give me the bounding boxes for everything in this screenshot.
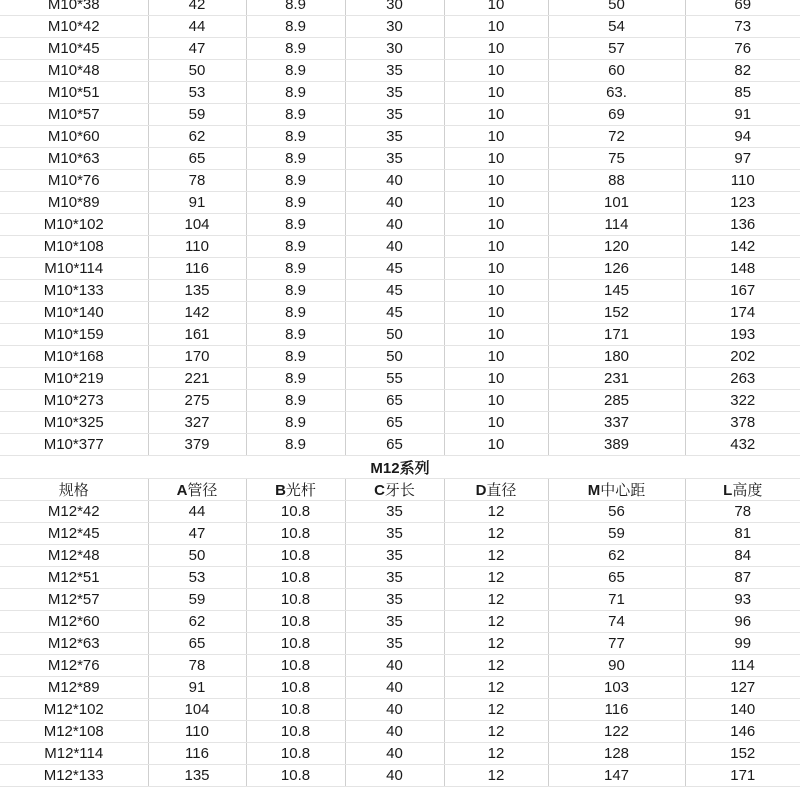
table-cell: M10*273 — [0, 390, 148, 412]
table-cell: 10 — [444, 38, 548, 60]
table-cell: M12*76 — [0, 655, 148, 677]
table-cell: 193 — [685, 324, 800, 346]
table-cell: 90 — [548, 655, 685, 677]
table-cell: 10 — [444, 16, 548, 38]
m10-table-row — [0, 214, 800, 236]
table-cell: 12 — [444, 523, 548, 545]
table-cell: M12*60 — [0, 611, 148, 633]
table-cell: 59 — [148, 104, 246, 126]
table-cell: 97 — [685, 148, 800, 170]
table-cell: 110 — [148, 236, 246, 258]
table-cell: M12*108 — [0, 721, 148, 743]
column-header-text: 管径 — [187, 482, 218, 499]
column-header-text: 直径 — [486, 482, 517, 499]
table-cell: M10*38 — [0, 0, 148, 16]
table-cell: M12*57 — [0, 589, 148, 611]
table-cell: 54 — [548, 16, 685, 38]
table-cell: M12*89 — [0, 677, 148, 699]
m10-table-row — [0, 104, 800, 126]
table-cell: 78 — [685, 501, 800, 523]
table-cell: 114 — [548, 214, 685, 236]
table-cell: 167 — [685, 280, 800, 302]
table-cell: 174 — [685, 302, 800, 324]
table-cell: 110 — [685, 170, 800, 192]
table-cell: M10*108 — [0, 236, 148, 258]
table-cell: 96 — [685, 611, 800, 633]
table-cell: 45 — [345, 280, 444, 302]
m12-table-row — [0, 699, 800, 721]
table-cell: 120 — [548, 236, 685, 258]
m10-table-row — [0, 60, 800, 82]
table-cell: 12 — [444, 589, 548, 611]
table-cell: 12 — [444, 699, 548, 721]
table-cell: 10.8 — [246, 721, 345, 743]
table-cell: 379 — [148, 434, 246, 456]
m12-table-row — [0, 721, 800, 743]
table-cell: 77 — [548, 633, 685, 655]
m10-table-row — [0, 346, 800, 368]
table-cell: 44 — [148, 501, 246, 523]
table-cell: 122 — [548, 721, 685, 743]
table-cell: 378 — [685, 412, 800, 434]
table-cell: 8.9 — [246, 412, 345, 434]
m10-table-row — [0, 192, 800, 214]
m12-header-row — [0, 479, 800, 501]
table-cell: 93 — [685, 589, 800, 611]
table-cell: 59 — [148, 589, 246, 611]
table-cell: 136 — [685, 214, 800, 236]
table-cell: 10 — [444, 214, 548, 236]
table-cell: 8.9 — [246, 192, 345, 214]
table-cell: 65 — [345, 434, 444, 456]
table-cell: 50 — [548, 0, 685, 16]
column-header-text: 中心距 — [600, 482, 646, 499]
table-cell: M10*45 — [0, 38, 148, 60]
column-header — [444, 479, 548, 501]
m12-spec-table — [0, 457, 800, 787]
m10-table-row — [0, 368, 800, 390]
table-cell: 110 — [148, 721, 246, 743]
table-cell: 285 — [548, 390, 685, 412]
table-cell: 10 — [444, 148, 548, 170]
table-cell: 40 — [345, 721, 444, 743]
table-cell: 101 — [548, 192, 685, 214]
m10-table-row — [0, 16, 800, 38]
m12-table-row — [0, 633, 800, 655]
table-cell: 8.9 — [246, 302, 345, 324]
column-header — [548, 479, 685, 501]
table-cell: 327 — [148, 412, 246, 434]
table-cell: 82 — [685, 60, 800, 82]
table-cell: 10 — [444, 0, 548, 16]
table-cell: M10*168 — [0, 346, 148, 368]
m12-series-title: M12系列 — [0, 457, 800, 479]
table-cell: 10 — [444, 82, 548, 104]
table-cell: M12*133 — [0, 765, 148, 787]
table-cell: 42 — [148, 0, 246, 16]
m10-table-row — [0, 38, 800, 60]
table-cell: M12*114 — [0, 743, 148, 765]
table-cell: M10*51 — [0, 82, 148, 104]
table-cell: 8.9 — [246, 236, 345, 258]
table-cell: 35 — [345, 589, 444, 611]
m10-table-row — [0, 412, 800, 434]
m12-table-row — [0, 611, 800, 633]
table-cell: 50 — [345, 346, 444, 368]
table-cell: 72 — [548, 126, 685, 148]
table-cell: M10*76 — [0, 170, 148, 192]
table-cell: 12 — [444, 765, 548, 787]
table-cell: 35 — [345, 60, 444, 82]
table-cell: 12 — [444, 655, 548, 677]
table-cell: 62 — [148, 611, 246, 633]
table-cell: 94 — [685, 126, 800, 148]
table-cell: 30 — [345, 38, 444, 60]
table-cell: 35 — [345, 501, 444, 523]
m10-table-row — [0, 126, 800, 148]
table-cell: 57 — [548, 38, 685, 60]
table-cell: 40 — [345, 192, 444, 214]
m12-table-row — [0, 743, 800, 765]
table-cell: 135 — [148, 280, 246, 302]
table-cell: 40 — [345, 743, 444, 765]
table-cell: 116 — [148, 743, 246, 765]
table-cell: 10.8 — [246, 501, 345, 523]
m12-table-body — [0, 501, 800, 787]
table-cell: 35 — [345, 611, 444, 633]
table-cell: 56 — [548, 501, 685, 523]
table-cell: M10*133 — [0, 280, 148, 302]
table-cell: 8.9 — [246, 104, 345, 126]
table-cell: 10 — [444, 236, 548, 258]
m12-table-row — [0, 523, 800, 545]
table-cell: 142 — [685, 236, 800, 258]
table-cell: 171 — [685, 765, 800, 787]
table-cell: M10*48 — [0, 60, 148, 82]
table-cell: 91 — [685, 104, 800, 126]
table-cell: 35 — [345, 567, 444, 589]
m10-table-row — [0, 258, 800, 280]
m10-table-row — [0, 390, 800, 412]
table-cell: 12 — [444, 567, 548, 589]
table-cell: 8.9 — [246, 324, 345, 346]
table-cell: 152 — [548, 302, 685, 324]
table-cell: 12 — [444, 545, 548, 567]
table-cell: 147 — [548, 765, 685, 787]
table-cell: 104 — [148, 699, 246, 721]
table-cell: 432 — [685, 434, 800, 456]
table-cell: 55 — [345, 368, 444, 390]
table-cell: 45 — [345, 302, 444, 324]
table-cell: 71 — [548, 589, 685, 611]
table-cell: 35 — [345, 633, 444, 655]
table-cell: 202 — [685, 346, 800, 368]
table-cell: 10 — [444, 280, 548, 302]
table-cell: 35 — [345, 523, 444, 545]
m12-table-row — [0, 501, 800, 523]
table-cell: 148 — [685, 258, 800, 280]
table-cell: 69 — [548, 104, 685, 126]
column-header-text: 规格 — [58, 482, 89, 499]
table-cell: M10*89 — [0, 192, 148, 214]
table-cell: 69 — [685, 0, 800, 16]
table-cell: 12 — [444, 501, 548, 523]
m10-table-row — [0, 302, 800, 324]
table-cell: 10 — [444, 170, 548, 192]
table-cell: 75 — [548, 148, 685, 170]
table-cell: 30 — [345, 0, 444, 16]
table-cell: 44 — [148, 16, 246, 38]
table-cell: 152 — [685, 743, 800, 765]
table-cell: 127 — [685, 677, 800, 699]
table-cell: 35 — [345, 148, 444, 170]
table-cell: 88 — [548, 170, 685, 192]
column-header — [246, 479, 345, 501]
table-cell: 40 — [345, 655, 444, 677]
column-header-letter: D — [475, 482, 487, 499]
m10-table-row — [0, 0, 800, 16]
table-cell: 10 — [444, 192, 548, 214]
table-cell: 76 — [685, 38, 800, 60]
table-cell: 65 — [148, 148, 246, 170]
table-cell: 53 — [148, 567, 246, 589]
table-cell: 12 — [444, 743, 548, 765]
table-cell: 8.9 — [246, 82, 345, 104]
table-cell: 47 — [148, 38, 246, 60]
table-cell: 10 — [444, 390, 548, 412]
table-cell: 135 — [148, 765, 246, 787]
table-cell: 10 — [444, 104, 548, 126]
table-cell: 8.9 — [246, 148, 345, 170]
table-cell: 10 — [444, 60, 548, 82]
table-cell: 65 — [345, 390, 444, 412]
table-cell: 65 — [548, 567, 685, 589]
table-cell: M10*60 — [0, 126, 148, 148]
table-cell: 10 — [444, 324, 548, 346]
table-cell: 8.9 — [246, 0, 345, 16]
column-header-text: 牙长 — [384, 482, 415, 499]
m10-table-row — [0, 148, 800, 170]
table-cell: M12*51 — [0, 567, 148, 589]
m12-table-row — [0, 545, 800, 567]
table-cell: M10*159 — [0, 324, 148, 346]
table-cell: 40 — [345, 677, 444, 699]
table-cell: 104 — [148, 214, 246, 236]
m10-table-row — [0, 434, 800, 456]
table-cell: 8.9 — [246, 280, 345, 302]
table-cell: 50 — [148, 60, 246, 82]
column-header-text: 高度 — [732, 482, 763, 499]
table-cell: 12 — [444, 721, 548, 743]
m10-table-row — [0, 236, 800, 258]
table-cell: 337 — [548, 412, 685, 434]
table-cell: 275 — [148, 390, 246, 412]
table-cell: 40 — [345, 699, 444, 721]
table-cell: 171 — [548, 324, 685, 346]
m12-table-row — [0, 677, 800, 699]
table-cell: 10.8 — [246, 677, 345, 699]
table-cell: M10*219 — [0, 368, 148, 390]
m10-table-row — [0, 280, 800, 302]
table-cell: 10.8 — [246, 699, 345, 721]
table-cell: 10 — [444, 258, 548, 280]
column-header — [345, 479, 444, 501]
table-cell: 40 — [345, 765, 444, 787]
column-header-letter: B — [275, 482, 286, 499]
table-cell: 10.8 — [246, 567, 345, 589]
m10-table-row — [0, 170, 800, 192]
table-cell: 10 — [444, 126, 548, 148]
table-cell: 45 — [345, 258, 444, 280]
table-cell: 116 — [548, 699, 685, 721]
table-cell: M12*42 — [0, 501, 148, 523]
table-cell: 87 — [685, 567, 800, 589]
table-cell: 8.9 — [246, 434, 345, 456]
table-cell: 12 — [444, 677, 548, 699]
table-cell: 10 — [444, 368, 548, 390]
table-cell: 140 — [685, 699, 800, 721]
column-header — [0, 479, 148, 501]
table-cell: 180 — [548, 346, 685, 368]
m10-table-row — [0, 324, 800, 346]
table-cell: 8.9 — [246, 390, 345, 412]
column-header-letter: A — [176, 482, 188, 499]
table-cell: 8.9 — [246, 170, 345, 192]
table-cell: 10.8 — [246, 589, 345, 611]
table-cell: M10*377 — [0, 434, 148, 456]
table-cell: 78 — [148, 655, 246, 677]
table-cell: 73 — [685, 16, 800, 38]
table-cell: 231 — [548, 368, 685, 390]
table-cell: 30 — [345, 16, 444, 38]
column-header — [148, 479, 246, 501]
table-cell: M10*140 — [0, 302, 148, 324]
column-header-text: 光杆 — [285, 482, 316, 499]
m12-table-row — [0, 567, 800, 589]
column-header-letter: M — [587, 482, 601, 499]
table-cell: 114 — [685, 655, 800, 677]
m12-table-row — [0, 765, 800, 787]
table-cell: M12*102 — [0, 699, 148, 721]
table-cell: 91 — [148, 677, 246, 699]
table-cell: 35 — [345, 545, 444, 567]
table-cell: 145 — [548, 280, 685, 302]
table-cell: 74 — [548, 611, 685, 633]
table-cell: 8.9 — [246, 126, 345, 148]
table-cell: 35 — [345, 104, 444, 126]
table-cell: M10*325 — [0, 412, 148, 434]
table-cell: 50 — [148, 545, 246, 567]
table-cell: 99 — [685, 633, 800, 655]
table-cell: 62 — [148, 126, 246, 148]
table-cell: M10*63 — [0, 148, 148, 170]
table-cell: 35 — [345, 126, 444, 148]
table-cell: M10*42 — [0, 16, 148, 38]
table-cell: 146 — [685, 721, 800, 743]
table-cell: 263 — [685, 368, 800, 390]
table-cell: 10 — [444, 434, 548, 456]
m12-table-row — [0, 589, 800, 611]
table-cell: M10*102 — [0, 214, 148, 236]
table-cell: 10.8 — [246, 743, 345, 765]
table-cell: 8.9 — [246, 214, 345, 236]
table-cell: 170 — [148, 346, 246, 368]
table-cell: 389 — [548, 434, 685, 456]
table-cell: 85 — [685, 82, 800, 104]
table-cell: 116 — [148, 258, 246, 280]
table-cell: 8.9 — [246, 346, 345, 368]
table-cell: 8.9 — [246, 368, 345, 390]
table-cell: 142 — [148, 302, 246, 324]
column-header-letter: L — [723, 482, 733, 499]
table-cell: 10.8 — [246, 523, 345, 545]
column-header-letter: C — [374, 482, 385, 499]
table-cell: 40 — [345, 170, 444, 192]
table-cell: 103 — [548, 677, 685, 699]
table-cell: 50 — [345, 324, 444, 346]
table-cell: 10.8 — [246, 611, 345, 633]
table-cell: 10.8 — [246, 765, 345, 787]
table-cell: M10*57 — [0, 104, 148, 126]
table-cell: 78 — [148, 170, 246, 192]
table-cell: 128 — [548, 743, 685, 765]
table-cell: 84 — [685, 545, 800, 567]
table-cell: 63. — [548, 82, 685, 104]
table-cell: 62 — [548, 545, 685, 567]
table-cell: 35 — [345, 82, 444, 104]
table-cell: 126 — [548, 258, 685, 280]
table-cell: 40 — [345, 214, 444, 236]
table-cell: 10.8 — [246, 655, 345, 677]
table-cell: 60 — [548, 60, 685, 82]
table-cell: 8.9 — [246, 258, 345, 280]
table-cell: M10*114 — [0, 258, 148, 280]
table-cell: 10.8 — [246, 633, 345, 655]
table-cell: 47 — [148, 523, 246, 545]
m10-table-row — [0, 82, 800, 104]
table-cell: 8.9 — [246, 60, 345, 82]
table-cell: 10 — [444, 302, 548, 324]
table-cell: 65 — [345, 412, 444, 434]
table-cell: 10 — [444, 412, 548, 434]
table-cell: 10.8 — [246, 545, 345, 567]
table-cell: 8.9 — [246, 38, 345, 60]
table-cell: 65 — [148, 633, 246, 655]
column-header — [685, 479, 800, 501]
table-cell: 59 — [548, 523, 685, 545]
table-cell: 53 — [148, 82, 246, 104]
table-cell: 40 — [345, 236, 444, 258]
table-cell: 8.9 — [246, 16, 345, 38]
table-cell: 10 — [444, 346, 548, 368]
table-cell: 12 — [444, 611, 548, 633]
table-cell: 91 — [148, 192, 246, 214]
table-cell: 221 — [148, 368, 246, 390]
table-cell: 322 — [685, 390, 800, 412]
table-cell: 12 — [444, 633, 548, 655]
table-cell: 81 — [685, 523, 800, 545]
table-cell: M12*48 — [0, 545, 148, 567]
m12-table-row — [0, 655, 800, 677]
series-title-row — [0, 457, 800, 479]
table-cell: 123 — [685, 192, 800, 214]
table-cell: M12*45 — [0, 523, 148, 545]
table-cell: M12*63 — [0, 633, 148, 655]
table-cell: 161 — [148, 324, 246, 346]
